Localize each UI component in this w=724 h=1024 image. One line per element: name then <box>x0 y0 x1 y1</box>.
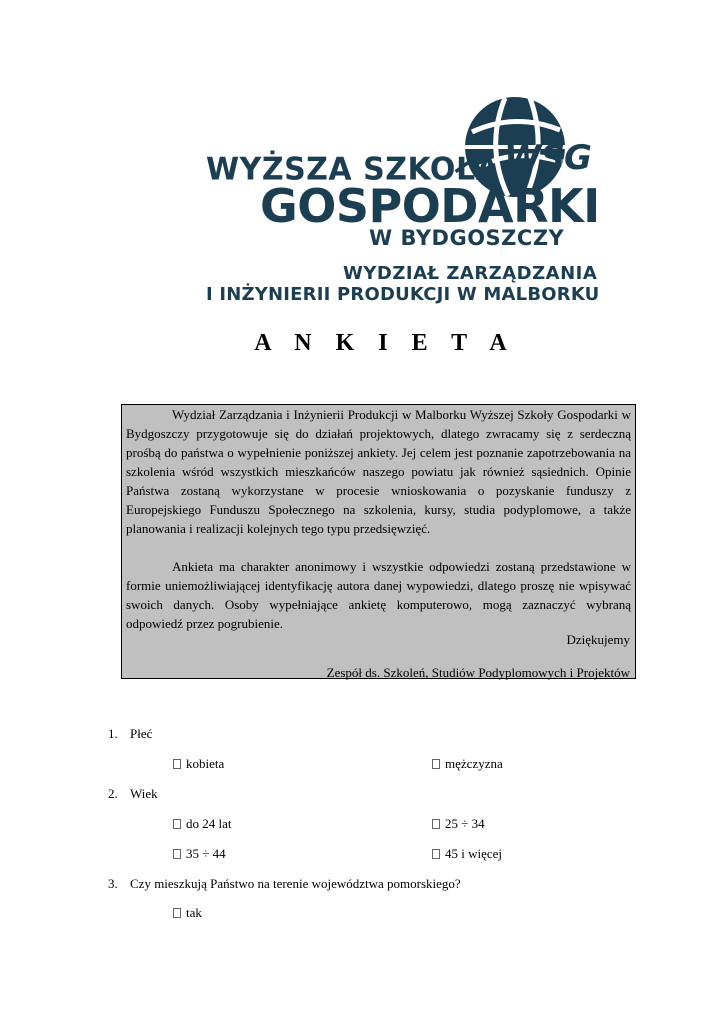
option-35-44[interactable] <box>173 846 226 862</box>
logo <box>0 0 724 320</box>
option-kobieta[interactable] <box>173 756 224 772</box>
checkbox-icon[interactable] <box>432 819 440 829</box>
intro-thanks: Dziękujemy <box>566 632 630 647</box>
document-title: A N K I E T A <box>254 330 516 356</box>
option-25-34[interactable] <box>432 816 485 832</box>
option-mezczyzna[interactable] <box>432 756 503 772</box>
option-label: 35 ÷ 44 <box>186 846 226 861</box>
checkbox-icon[interactable] <box>173 819 181 829</box>
option-label: 45 i więcej <box>445 846 503 861</box>
intro-box <box>121 404 636 679</box>
option-label: tak <box>186 905 202 920</box>
question-text: Wiek <box>130 786 158 801</box>
question-number: 3. <box>108 876 118 891</box>
option-do-24-lat[interactable] <box>173 816 232 832</box>
question-number: 2. <box>108 786 118 801</box>
logo-line-5: I INŻYNIERII PRODUKCJI W MALBORKU <box>206 284 600 305</box>
option-label: kobieta <box>186 756 225 771</box>
logo-line-4: WYDZIAŁ ZARZĄDZANIA <box>343 263 598 284</box>
option-label: 25 ÷ 34 <box>445 816 485 831</box>
intro-paragraph-2: Ankieta ma charakter anonimowy i wszystkie odpowiedzi zostaną przedstawione w formie uniemożliwiającej identyfikację autora danej wypowiedzi, dlatego proszę nie wpisywać swoich danych. Osoby wypełniające ankietę komputerowo, mogą zaznaczyć wybraną odpowiedź przez pogrubienie. <box>126 559 631 631</box>
question-number: 1. <box>108 726 118 741</box>
question-text: Czy mieszkują Państwo na terenie województwa pomorskiego? <box>130 876 461 891</box>
logo-emblem-text: WSG <box>504 138 591 178</box>
checkbox-icon[interactable] <box>173 908 181 918</box>
logo-line-1: WYŻSZA SZKOŁA <box>206 151 500 188</box>
checkbox-icon[interactable] <box>432 759 440 769</box>
intro-signature: Zespół ds. Szkoleń, Studiów Podyplomowych i Projektów <box>326 665 630 680</box>
checkbox-icon[interactable] <box>432 849 440 859</box>
option-tak[interactable] <box>173 905 202 921</box>
option-45-plus[interactable] <box>432 846 502 862</box>
option-label: do 24 lat <box>186 816 232 831</box>
logo-line-2: GOSPODARKI <box>260 179 600 233</box>
option-label: mężczyzna <box>445 756 503 771</box>
checkbox-icon[interactable] <box>173 759 181 769</box>
logo-line-3: W BYDGOSZCZY <box>369 226 565 250</box>
checkbox-icon[interactable] <box>173 849 181 859</box>
intro-paragraph-1: Wydział Zarządzania i Inżynierii Produkcji w Malborku Wyższej Szkoły Gospodarki w Bydgoszczy przygotowuje się do działań projektowych, dlatego zwracamy się z serdeczną prośbą do państwa o wypełnienie poniższej ankiety. Jej celem jest poznanie zapotrzebowania na szkolenia wśród wszystkich mieszkańców naszego powiatu jak również sąsiednich. Opinie Państwa zostaną wykorzystane w procesie wnioskowania o pozyskanie funduszy z Europejskiego Funduszu Społecznego na szkolenia, kursy, studia podyplomowe, a także planowania i realizacji kolejnych tego typu przedsięwzięć. <box>126 407 631 536</box>
question-text: Płeć <box>130 726 153 741</box>
